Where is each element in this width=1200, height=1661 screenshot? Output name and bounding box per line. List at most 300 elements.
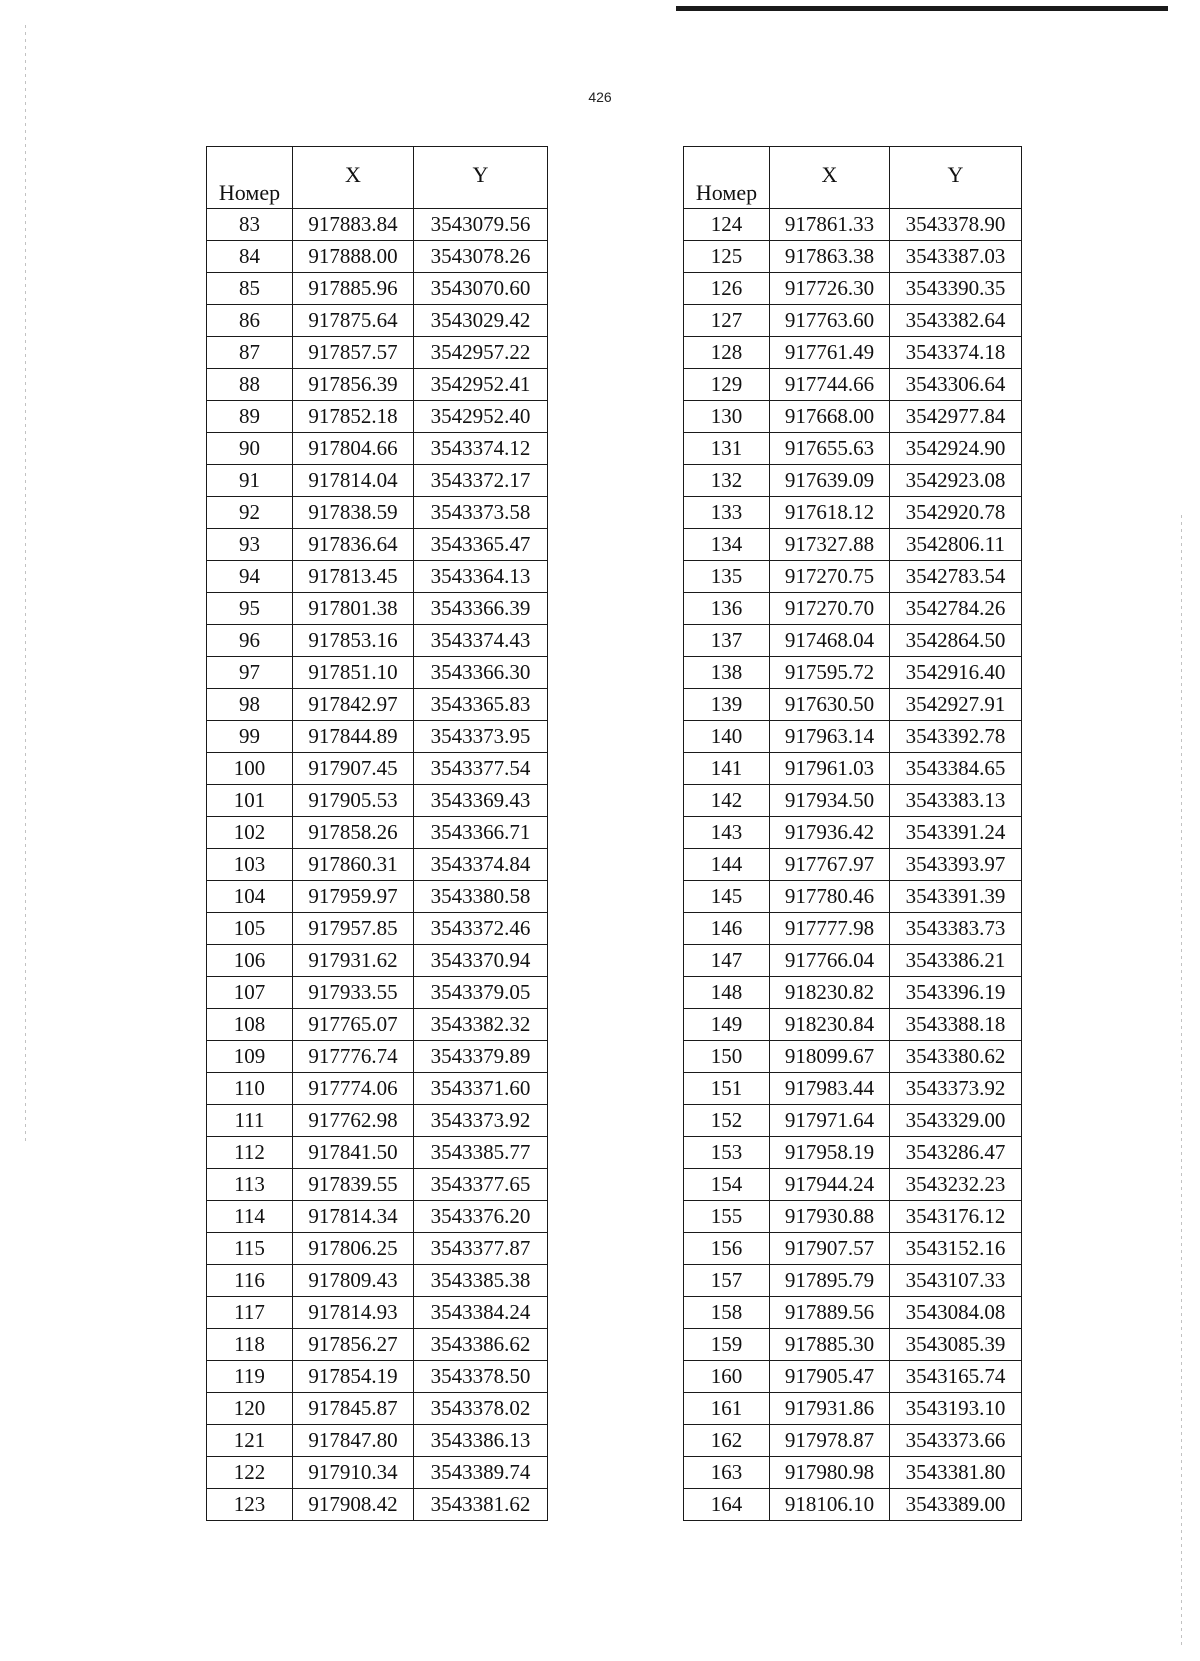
y-coordinate-cell: 3543387.03: [890, 241, 1022, 273]
point-number-cell: 117: [207, 1297, 293, 1329]
y-coordinate-cell: 3543383.73: [890, 913, 1022, 945]
y-coordinate-cell: 3543396.19: [890, 977, 1022, 1009]
table-row: [684, 1105, 1022, 1137]
x-coordinate-cell: 917618.12: [770, 497, 890, 529]
x-coordinate-cell: 917774.06: [293, 1073, 414, 1105]
x-coordinate-cell: 917639.09: [770, 465, 890, 497]
x-coordinate-cell: 917761.49: [770, 337, 890, 369]
table-row: [207, 593, 548, 625]
y-coordinate-cell: 3543107.33: [890, 1265, 1022, 1297]
top-rule: [676, 6, 1168, 11]
point-number-cell: 141: [684, 753, 770, 785]
table-row: [207, 657, 548, 689]
table-row: [207, 369, 548, 401]
point-number-cell: 154: [684, 1169, 770, 1201]
point-number-cell: 129: [684, 369, 770, 401]
point-number-cell: 114: [207, 1201, 293, 1233]
x-coordinate-cell: 917655.63: [770, 433, 890, 465]
point-number-cell: 84: [207, 241, 293, 273]
y-coordinate-cell: 3543376.20: [414, 1201, 548, 1233]
y-coordinate-cell: 3543371.60: [414, 1073, 548, 1105]
table-row: [207, 1041, 548, 1073]
y-coordinate-cell: 3543377.65: [414, 1169, 548, 1201]
point-number-cell: 89: [207, 401, 293, 433]
coordinates-table-right: [683, 146, 1022, 1521]
y-coordinate-cell: 3543373.92: [414, 1105, 548, 1137]
column-header-y-label: Y: [472, 162, 489, 187]
y-coordinate-cell: 3543382.64: [890, 305, 1022, 337]
table-row: [684, 241, 1022, 273]
y-coordinate-cell: 3542864.50: [890, 625, 1022, 657]
x-coordinate-cell: 917888.00: [293, 241, 414, 273]
y-coordinate-cell: 3543386.21: [890, 945, 1022, 977]
point-number-cell: 112: [207, 1137, 293, 1169]
y-coordinate-cell: 3543381.62: [414, 1489, 548, 1521]
point-number-cell: 142: [684, 785, 770, 817]
y-coordinate-cell: 3543079.56: [414, 209, 548, 241]
y-coordinate-cell: 3542806.11: [890, 529, 1022, 561]
table-row: [207, 1169, 548, 1201]
point-number-cell: 118: [207, 1329, 293, 1361]
x-coordinate-cell: 917780.46: [770, 881, 890, 913]
y-coordinate-cell: 3543374.43: [414, 625, 548, 657]
point-number-cell: 163: [684, 1457, 770, 1489]
x-coordinate-cell: 917767.97: [770, 849, 890, 881]
point-number-cell: 106: [207, 945, 293, 977]
table-row: [684, 337, 1022, 369]
point-number-cell: 105: [207, 913, 293, 945]
point-number-cell: 88: [207, 369, 293, 401]
x-coordinate-cell: 917885.30: [770, 1329, 890, 1361]
point-number-cell: 145: [684, 881, 770, 913]
x-coordinate-cell: 917270.75: [770, 561, 890, 593]
y-coordinate-cell: 3542952.40: [414, 401, 548, 433]
y-coordinate-cell: 3543165.74: [890, 1361, 1022, 1393]
column-header-y-label: Y: [947, 162, 964, 187]
table-row: [684, 849, 1022, 881]
column-header-x-label: X: [821, 162, 838, 187]
y-coordinate-cell: 3543373.95: [414, 721, 548, 753]
x-coordinate-cell: 917842.97: [293, 689, 414, 721]
point-number-cell: 86: [207, 305, 293, 337]
y-coordinate-cell: 3542923.08: [890, 465, 1022, 497]
x-coordinate-cell: 917895.79: [770, 1265, 890, 1297]
point-number-cell: 125: [684, 241, 770, 273]
x-coordinate-cell: 917978.87: [770, 1425, 890, 1457]
table-row: [684, 657, 1022, 689]
table-row: [207, 561, 548, 593]
table-row: [684, 1297, 1022, 1329]
x-coordinate-cell: 917980.98: [770, 1457, 890, 1489]
point-number-cell: 121: [207, 1425, 293, 1457]
x-coordinate-cell: 917270.70: [770, 593, 890, 625]
table-row: [684, 1457, 1022, 1489]
point-number-cell: 100: [207, 753, 293, 785]
point-number-cell: 110: [207, 1073, 293, 1105]
x-coordinate-cell: 917959.97: [293, 881, 414, 913]
point-number-cell: 126: [684, 273, 770, 305]
y-coordinate-cell: 3543388.18: [890, 1009, 1022, 1041]
x-coordinate-cell: 917814.34: [293, 1201, 414, 1233]
table-row: [207, 689, 548, 721]
x-coordinate-cell: 917934.50: [770, 785, 890, 817]
table-row: [684, 1233, 1022, 1265]
y-coordinate-cell: 3543373.58: [414, 497, 548, 529]
table-row: [207, 1233, 548, 1265]
y-coordinate-cell: 3543378.90: [890, 209, 1022, 241]
table-row: [207, 1265, 548, 1297]
point-number-cell: 134: [684, 529, 770, 561]
y-coordinate-cell: 3543374.18: [890, 337, 1022, 369]
x-coordinate-cell: 917905.47: [770, 1361, 890, 1393]
point-number-cell: 128: [684, 337, 770, 369]
column-header-y: [414, 147, 548, 209]
y-coordinate-cell: 3543176.12: [890, 1201, 1022, 1233]
point-number-cell: 104: [207, 881, 293, 913]
table-row: [207, 273, 548, 305]
table-row: [684, 1137, 1022, 1169]
y-coordinate-cell: 3542927.91: [890, 689, 1022, 721]
table-row: [684, 945, 1022, 977]
column-header-number-label: Номер: [218, 180, 281, 205]
table-row: [684, 529, 1022, 561]
x-coordinate-cell: 917907.45: [293, 753, 414, 785]
x-coordinate-cell: 918230.82: [770, 977, 890, 1009]
point-number-cell: 124: [684, 209, 770, 241]
table-row: [207, 1329, 548, 1361]
x-coordinate-cell: 917814.04: [293, 465, 414, 497]
point-number-cell: 90: [207, 433, 293, 465]
y-coordinate-cell: 3543385.38: [414, 1265, 548, 1297]
table-body: [207, 209, 548, 1521]
point-number-cell: 108: [207, 1009, 293, 1041]
point-number-cell: 147: [684, 945, 770, 977]
y-coordinate-cell: 3542952.41: [414, 369, 548, 401]
y-coordinate-cell: 3542924.90: [890, 433, 1022, 465]
x-coordinate-cell: 917852.18: [293, 401, 414, 433]
y-coordinate-cell: 3542977.84: [890, 401, 1022, 433]
table-row: [684, 913, 1022, 945]
y-coordinate-cell: 3543193.10: [890, 1393, 1022, 1425]
y-coordinate-cell: 3543029.42: [414, 305, 548, 337]
point-number-cell: 138: [684, 657, 770, 689]
y-coordinate-cell: 3543372.46: [414, 913, 548, 945]
point-number-cell: 109: [207, 1041, 293, 1073]
table-row: [684, 1041, 1022, 1073]
x-coordinate-cell: 917944.24: [770, 1169, 890, 1201]
table-row: [207, 721, 548, 753]
y-coordinate-cell: 3543378.02: [414, 1393, 548, 1425]
table-row: [207, 401, 548, 433]
y-coordinate-cell: 3542957.22: [414, 337, 548, 369]
point-number-cell: 139: [684, 689, 770, 721]
x-coordinate-cell: 917327.88: [770, 529, 890, 561]
point-number-cell: 152: [684, 1105, 770, 1137]
table-row: [207, 817, 548, 849]
table-row: [684, 561, 1022, 593]
point-number-cell: 151: [684, 1073, 770, 1105]
point-number-cell: 133: [684, 497, 770, 529]
point-number-cell: 127: [684, 305, 770, 337]
point-number-cell: 83: [207, 209, 293, 241]
scan-edge-left: [25, 25, 26, 1145]
x-coordinate-cell: 917856.39: [293, 369, 414, 401]
x-coordinate-cell: 917861.33: [770, 209, 890, 241]
y-coordinate-cell: 3543380.62: [890, 1041, 1022, 1073]
y-coordinate-cell: 3543084.08: [890, 1297, 1022, 1329]
table-row: [684, 1489, 1022, 1521]
y-coordinate-cell: 3543365.47: [414, 529, 548, 561]
x-coordinate-cell: 917905.53: [293, 785, 414, 817]
x-coordinate-cell: 917963.14: [770, 721, 890, 753]
table-row: [684, 881, 1022, 913]
x-coordinate-cell: 917762.98: [293, 1105, 414, 1137]
x-coordinate-cell: 917839.55: [293, 1169, 414, 1201]
y-coordinate-cell: 3543379.89: [414, 1041, 548, 1073]
table-row: [207, 625, 548, 657]
table-row: [684, 1361, 1022, 1393]
x-coordinate-cell: 917860.31: [293, 849, 414, 881]
y-coordinate-cell: 3543366.30: [414, 657, 548, 689]
x-coordinate-cell: 917468.04: [770, 625, 890, 657]
x-coordinate-cell: 917931.86: [770, 1393, 890, 1425]
coordinates-table-left: [206, 146, 548, 1521]
table-row: [207, 849, 548, 881]
point-number-cell: 137: [684, 625, 770, 657]
table-row: [207, 1009, 548, 1041]
point-number-cell: 155: [684, 1201, 770, 1233]
x-coordinate-cell: 917875.64: [293, 305, 414, 337]
point-number-cell: 143: [684, 817, 770, 849]
x-coordinate-cell: 917630.50: [770, 689, 890, 721]
x-coordinate-cell: 917844.89: [293, 721, 414, 753]
scan-edge-right: [1181, 515, 1182, 1645]
x-coordinate-cell: 917845.87: [293, 1393, 414, 1425]
y-coordinate-cell: 3543152.16: [890, 1233, 1022, 1265]
table-row: [207, 881, 548, 913]
x-coordinate-cell: 917813.45: [293, 561, 414, 593]
point-number-cell: 115: [207, 1233, 293, 1265]
point-number-cell: 153: [684, 1137, 770, 1169]
x-coordinate-cell: 917908.42: [293, 1489, 414, 1521]
table-row: [207, 753, 548, 785]
y-coordinate-cell: 3543380.58: [414, 881, 548, 913]
point-number-cell: 92: [207, 497, 293, 529]
point-number-cell: 158: [684, 1297, 770, 1329]
x-coordinate-cell: 917766.04: [770, 945, 890, 977]
point-number-cell: 157: [684, 1265, 770, 1297]
column-header-number: [684, 147, 770, 209]
table-row: [207, 1361, 548, 1393]
y-coordinate-cell: 3543365.83: [414, 689, 548, 721]
point-number-cell: 136: [684, 593, 770, 625]
point-number-cell: 116: [207, 1265, 293, 1297]
table-row: [207, 305, 548, 337]
point-number-cell: 160: [684, 1361, 770, 1393]
y-coordinate-cell: 3543085.39: [890, 1329, 1022, 1361]
x-coordinate-cell: 917933.55: [293, 977, 414, 1009]
table-row: [684, 1265, 1022, 1297]
x-coordinate-cell: 917983.44: [770, 1073, 890, 1105]
y-coordinate-cell: 3543391.39: [890, 881, 1022, 913]
table-row: [207, 433, 548, 465]
y-coordinate-cell: 3543384.24: [414, 1297, 548, 1329]
table-header-row: [684, 147, 1022, 209]
table-header-row: [207, 147, 548, 209]
point-number-cell: 130: [684, 401, 770, 433]
column-header-x: [770, 147, 890, 209]
y-coordinate-cell: 3543389.74: [414, 1457, 548, 1489]
point-number-cell: 103: [207, 849, 293, 881]
table-row: [684, 625, 1022, 657]
x-coordinate-cell: 917907.57: [770, 1233, 890, 1265]
table-row: [684, 1073, 1022, 1105]
x-coordinate-cell: 917763.60: [770, 305, 890, 337]
x-coordinate-cell: 917910.34: [293, 1457, 414, 1489]
x-coordinate-cell: 917971.64: [770, 1105, 890, 1137]
point-number-cell: 148: [684, 977, 770, 1009]
y-coordinate-cell: 3543306.64: [890, 369, 1022, 401]
x-coordinate-cell: 917961.03: [770, 753, 890, 785]
point-number-cell: 159: [684, 1329, 770, 1361]
x-coordinate-cell: 917809.43: [293, 1265, 414, 1297]
y-coordinate-cell: 3543372.17: [414, 465, 548, 497]
table-row: [684, 305, 1022, 337]
x-coordinate-cell: 917856.27: [293, 1329, 414, 1361]
table-row: [684, 209, 1022, 241]
y-coordinate-cell: 3543329.00: [890, 1105, 1022, 1137]
x-coordinate-cell: 917814.93: [293, 1297, 414, 1329]
point-number-cell: 111: [207, 1105, 293, 1137]
point-number-cell: 135: [684, 561, 770, 593]
y-coordinate-cell: 3543386.62: [414, 1329, 548, 1361]
y-coordinate-cell: 3543370.94: [414, 945, 548, 977]
y-coordinate-cell: 3543373.66: [890, 1425, 1022, 1457]
x-coordinate-cell: 917668.00: [770, 401, 890, 433]
column-header-number-label: Номер: [695, 180, 758, 205]
point-number-cell: 123: [207, 1489, 293, 1521]
x-coordinate-cell: 917854.19: [293, 1361, 414, 1393]
y-coordinate-cell: 3543384.65: [890, 753, 1022, 785]
point-number-cell: 131: [684, 433, 770, 465]
x-coordinate-cell: 917851.10: [293, 657, 414, 689]
point-number-cell: 107: [207, 977, 293, 1009]
y-coordinate-cell: 3543377.87: [414, 1233, 548, 1265]
y-coordinate-cell: 3542916.40: [890, 657, 1022, 689]
table-row: [684, 785, 1022, 817]
point-number-cell: 101: [207, 785, 293, 817]
y-coordinate-cell: 3543393.97: [890, 849, 1022, 881]
point-number-cell: 102: [207, 817, 293, 849]
table-row: [684, 753, 1022, 785]
table-row: [684, 817, 1022, 849]
x-coordinate-cell: 917858.26: [293, 817, 414, 849]
point-number-cell: 146: [684, 913, 770, 945]
y-coordinate-cell: 3543374.84: [414, 849, 548, 881]
y-coordinate-cell: 3543379.05: [414, 977, 548, 1009]
x-coordinate-cell: 917889.56: [770, 1297, 890, 1329]
table-row: [684, 593, 1022, 625]
x-coordinate-cell: 917765.07: [293, 1009, 414, 1041]
y-coordinate-cell: 3543232.23: [890, 1169, 1022, 1201]
table-row: [207, 1489, 548, 1521]
point-number-cell: 119: [207, 1361, 293, 1393]
x-coordinate-cell: 917930.88: [770, 1201, 890, 1233]
column-header-x-label: X: [345, 162, 361, 187]
y-coordinate-cell: 3543369.43: [414, 785, 548, 817]
y-coordinate-cell: 3543364.13: [414, 561, 548, 593]
table-body: [684, 209, 1022, 1521]
y-coordinate-cell: 3543392.78: [890, 721, 1022, 753]
table-row: [207, 1073, 548, 1105]
table-row: [684, 1393, 1022, 1425]
y-coordinate-cell: 3543378.50: [414, 1361, 548, 1393]
table-row: [684, 465, 1022, 497]
y-coordinate-cell: 3543070.60: [414, 273, 548, 305]
x-coordinate-cell: 917883.84: [293, 209, 414, 241]
point-number-cell: 95: [207, 593, 293, 625]
y-coordinate-cell: 3543389.00: [890, 1489, 1022, 1521]
x-coordinate-cell: 917847.80: [293, 1425, 414, 1457]
point-number-cell: 99: [207, 721, 293, 753]
x-coordinate-cell: 917885.96: [293, 273, 414, 305]
point-number-cell: 161: [684, 1393, 770, 1425]
point-number-cell: 91: [207, 465, 293, 497]
table-row: [684, 977, 1022, 1009]
y-coordinate-cell: 3543373.92: [890, 1073, 1022, 1105]
table-row: [207, 1393, 548, 1425]
y-coordinate-cell: 3543381.80: [890, 1457, 1022, 1489]
x-coordinate-cell: 917853.16: [293, 625, 414, 657]
x-coordinate-cell: 918106.10: [770, 1489, 890, 1521]
y-coordinate-cell: 3543385.77: [414, 1137, 548, 1169]
table-row: [207, 785, 548, 817]
table-row: [207, 1137, 548, 1169]
y-coordinate-cell: 3542784.26: [890, 593, 1022, 625]
y-coordinate-cell: 3543286.47: [890, 1137, 1022, 1169]
y-coordinate-cell: 3543078.26: [414, 241, 548, 273]
x-coordinate-cell: 917776.74: [293, 1041, 414, 1073]
x-coordinate-cell: 917936.42: [770, 817, 890, 849]
table-row: [684, 497, 1022, 529]
x-coordinate-cell: 917726.30: [770, 273, 890, 305]
y-coordinate-cell: 3543366.39: [414, 593, 548, 625]
point-number-cell: 113: [207, 1169, 293, 1201]
x-coordinate-cell: 918230.84: [770, 1009, 890, 1041]
table-row: [684, 721, 1022, 753]
point-number-cell: 162: [684, 1425, 770, 1457]
table-row: [684, 401, 1022, 433]
y-coordinate-cell: 3543391.24: [890, 817, 1022, 849]
table-row: [207, 465, 548, 497]
table-row: [207, 497, 548, 529]
point-number-cell: 120: [207, 1393, 293, 1425]
column-header-y: [890, 147, 1022, 209]
x-coordinate-cell: 917801.38: [293, 593, 414, 625]
x-coordinate-cell: 917863.38: [770, 241, 890, 273]
table-row: [207, 977, 548, 1009]
page-number: 426: [588, 89, 612, 105]
table-row: [684, 273, 1022, 305]
table-row: [207, 1425, 548, 1457]
column-header-x: [293, 147, 414, 209]
y-coordinate-cell: 3543382.32: [414, 1009, 548, 1041]
table-row: [207, 241, 548, 273]
y-coordinate-cell: 3543383.13: [890, 785, 1022, 817]
y-coordinate-cell: 3542783.54: [890, 561, 1022, 593]
table-row: [684, 1329, 1022, 1361]
point-number-cell: 156: [684, 1233, 770, 1265]
